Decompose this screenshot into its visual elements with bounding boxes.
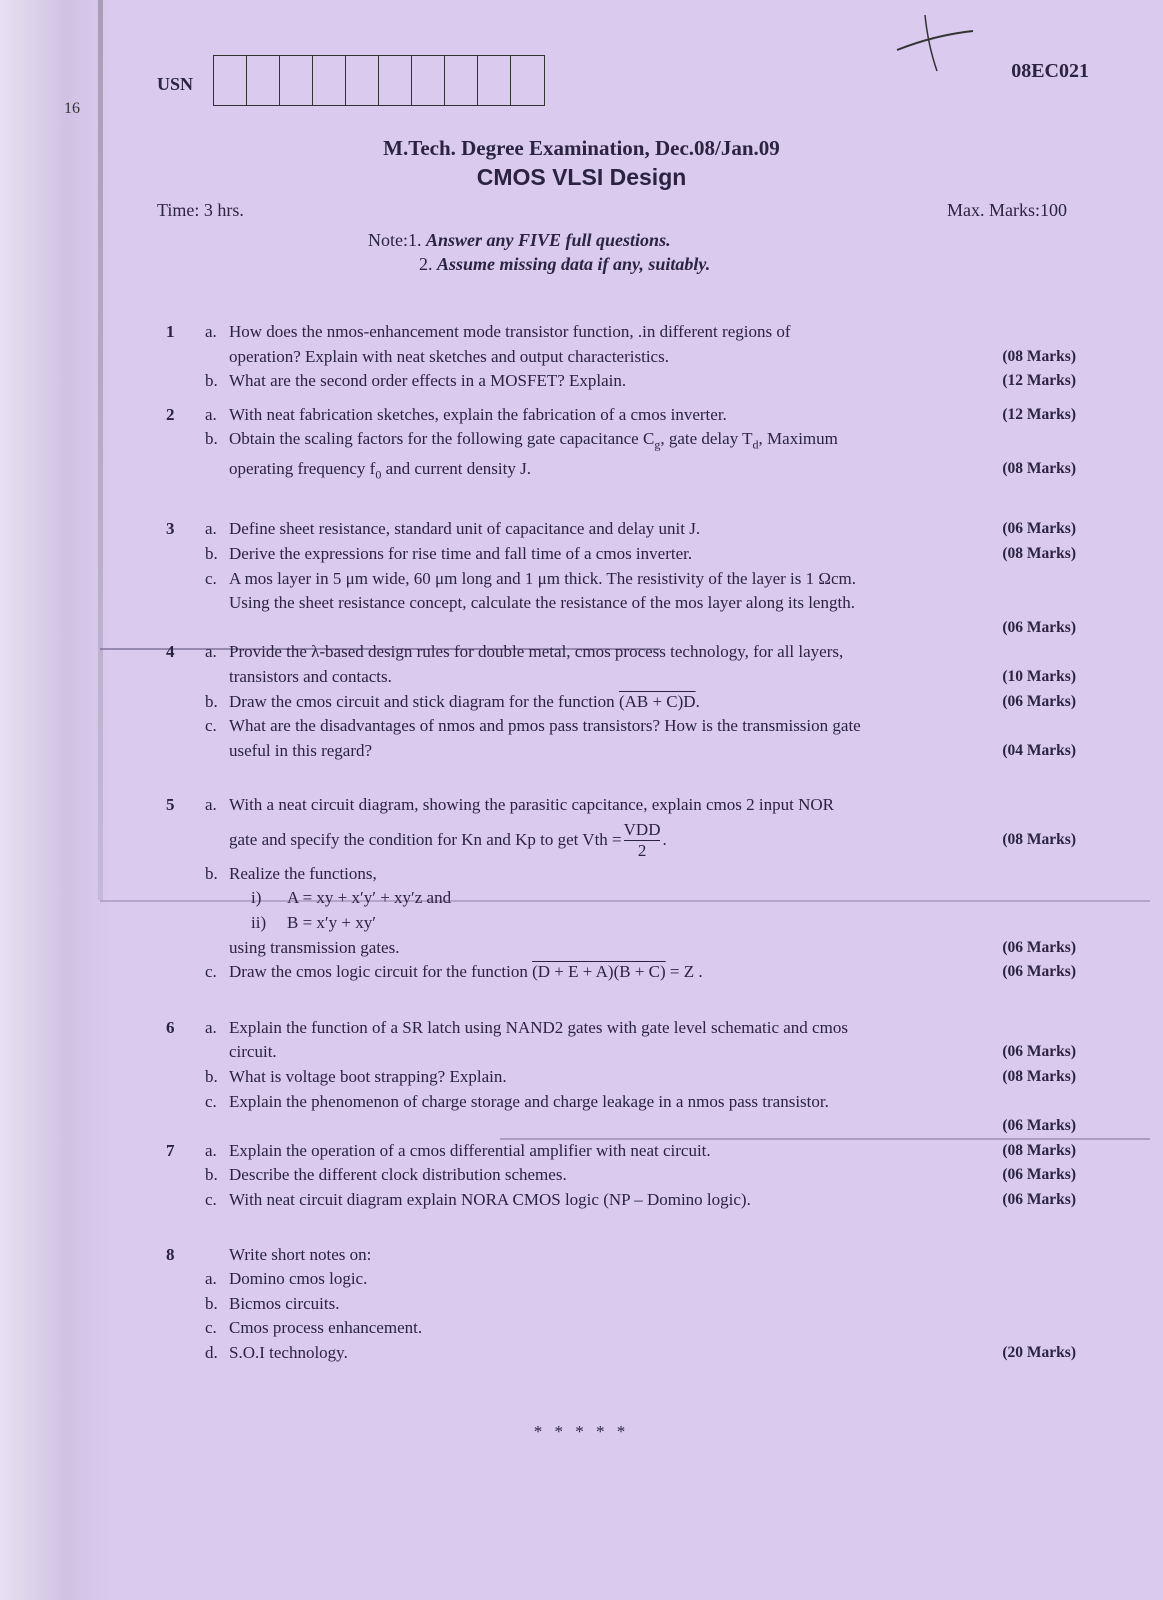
marks: (06 Marks) xyxy=(1002,1191,1076,1208)
question-line xyxy=(160,403,1076,428)
question-line xyxy=(160,793,1076,818)
part-label xyxy=(205,591,229,616)
question-number xyxy=(160,1090,205,1115)
question-number xyxy=(160,457,205,487)
text-segment: Draw the cmos circuit and stick diagram for the function xyxy=(229,691,619,711)
marks xyxy=(966,862,1076,887)
question-number xyxy=(160,960,205,985)
marks xyxy=(966,911,1076,936)
question-number xyxy=(160,886,205,911)
note-2-prefix: 2. xyxy=(419,254,433,274)
text-segment: . xyxy=(695,691,700,711)
text-segment: Derive the expressions for rise time and fall time of a cmos inverter. xyxy=(229,543,693,563)
part-label: b. xyxy=(205,1165,218,1185)
question-line xyxy=(160,1316,1076,1341)
subscript: d xyxy=(752,437,759,452)
text-segment: Cmos process enhancement. xyxy=(229,1318,423,1338)
question-line xyxy=(160,936,1076,961)
marks: (12 Marks) xyxy=(1002,372,1076,390)
exam-title: M.Tech. Degree Examination, Dec.08/Jan.09 xyxy=(383,136,780,160)
question-number: 7 xyxy=(166,1140,175,1160)
text-segment: Realize the functions, xyxy=(229,863,377,883)
question-text xyxy=(229,1188,966,1213)
text-segment: B = x′y + xy′ xyxy=(287,913,376,933)
marks: (06 Marks) xyxy=(1002,963,1076,981)
question-number xyxy=(160,739,205,764)
text-segment: = Z . xyxy=(665,962,703,982)
part-label xyxy=(205,665,229,690)
subject-title: CMOS VLSI Design xyxy=(476,164,687,190)
part-label xyxy=(205,1114,229,1139)
question-line xyxy=(160,739,1076,764)
part-label: a. xyxy=(205,404,217,424)
question-line xyxy=(160,690,1076,715)
usn-box xyxy=(247,56,280,105)
part-label xyxy=(205,739,229,764)
exam-duration: Time: 3 hrs. xyxy=(157,200,244,220)
text-segment: What is voltage boot strapping? Explain. xyxy=(229,1067,507,1087)
question-number xyxy=(160,427,205,457)
note-1: Answer any FIVE full questions. xyxy=(426,230,671,250)
question-number xyxy=(160,936,205,961)
question-text xyxy=(229,1163,966,1188)
question-line xyxy=(160,1243,1076,1268)
question xyxy=(160,1016,1076,1139)
text-segment: Explain the operation of a cmos differential amplifier with neat circuit. xyxy=(229,1140,711,1160)
question-line xyxy=(160,1065,1076,1090)
margin-page-number: 16 xyxy=(64,100,80,117)
question-text xyxy=(229,665,966,690)
overlined-expression: (AB + C)D xyxy=(618,691,696,711)
question-text xyxy=(229,427,966,457)
part-label: c. xyxy=(205,1091,217,1111)
numerator: VDD xyxy=(623,820,661,840)
question-text xyxy=(229,1341,966,1366)
marks: (04 Marks) xyxy=(1002,741,1076,759)
marks xyxy=(966,640,1076,665)
part-label xyxy=(205,1243,229,1268)
part-label: a. xyxy=(205,322,217,341)
question-number xyxy=(160,1163,205,1188)
part-label: b. xyxy=(205,371,218,391)
question-text xyxy=(229,1090,966,1115)
part-label: a. xyxy=(205,642,217,662)
instructions-note xyxy=(368,228,710,276)
question-text xyxy=(229,457,966,487)
question-number xyxy=(160,862,205,887)
text-segment: using transmission gates. xyxy=(229,937,400,957)
marks: (06 Marks) xyxy=(1002,520,1076,538)
subscript: 0 xyxy=(375,467,382,482)
text-segment: With neat fabrication sketches, explain the fabrication of a cmos inverter. xyxy=(229,404,727,424)
part-label xyxy=(205,1040,229,1065)
part-label xyxy=(205,936,229,961)
question-text xyxy=(229,739,966,764)
question-number: 2 xyxy=(166,404,175,424)
question xyxy=(160,517,1076,640)
text-segment: and current density J. xyxy=(381,459,531,479)
question-number: 3 xyxy=(166,519,175,539)
part-label xyxy=(205,616,229,641)
part-label: b. xyxy=(205,429,218,449)
part-label: a. xyxy=(205,1269,217,1289)
marks xyxy=(966,567,1076,592)
denominator: 2 xyxy=(637,841,647,861)
question-line xyxy=(160,818,1076,862)
question-list xyxy=(160,320,1076,1366)
question xyxy=(160,793,1076,985)
marks xyxy=(966,1090,1076,1115)
marks xyxy=(966,427,1076,457)
text-segment: . xyxy=(662,829,667,849)
question-line xyxy=(160,542,1076,567)
question-text xyxy=(229,1065,966,1090)
question-text xyxy=(229,369,966,394)
question-line xyxy=(160,1139,1076,1164)
question-line xyxy=(160,591,1076,616)
marks: (08 Marks) xyxy=(1002,544,1076,562)
text-segment: circuit. xyxy=(229,1042,277,1062)
usn-box xyxy=(412,56,445,105)
max-marks: Max. Marks:100 xyxy=(947,200,1067,220)
marks xyxy=(966,1243,1076,1268)
question-text xyxy=(229,714,966,739)
question-number xyxy=(160,1188,205,1213)
text-segment: Explain the function of a SR latch using NAND2 gates with gate level schematic and cmos xyxy=(229,1017,848,1037)
part-label: b. xyxy=(205,1067,218,1087)
usn-input-boxes xyxy=(213,55,545,106)
marks: (06 Marks) xyxy=(1002,692,1076,710)
text-segment: Define sheet resistance, standard unit of capacitance and delay unit J. xyxy=(229,519,701,539)
question-text xyxy=(229,690,966,715)
marks xyxy=(966,1016,1076,1041)
question-number: 8 xyxy=(166,1244,175,1264)
question-line xyxy=(160,345,1076,370)
question-line xyxy=(160,1114,1076,1139)
text-segment: Obtain the scaling factors for the following gate capacitance C xyxy=(229,429,655,449)
question-number xyxy=(160,369,205,394)
question-text xyxy=(229,1292,966,1317)
question-line xyxy=(160,369,1076,394)
note-prefix: Note:1. xyxy=(368,230,422,250)
usn-box xyxy=(379,56,412,105)
text-segment: S.O.I technology. xyxy=(229,1342,348,1362)
paper-code: 08EC021 xyxy=(1011,60,1089,82)
question-line xyxy=(160,911,1076,936)
marks: (06 Marks) xyxy=(1002,938,1076,956)
text-segment: What are the second order effects in a MOSFET? Explain. xyxy=(229,371,627,391)
question-number xyxy=(160,714,205,739)
overlined-expression: (D + E + A)(B + C) xyxy=(532,962,666,982)
question-text xyxy=(229,640,966,665)
text-segment: With neat circuit diagram explain NORA CMOS logic (NP – Domino logic). xyxy=(229,1190,751,1209)
marks: (10 Marks) xyxy=(1002,667,1076,685)
question-line xyxy=(160,616,1076,641)
question-line xyxy=(160,1292,1076,1317)
question-number xyxy=(160,1341,205,1366)
marks xyxy=(966,1267,1076,1292)
part-label: a. xyxy=(205,795,217,815)
usn-box xyxy=(346,56,379,105)
text-segment: useful in this regard? xyxy=(229,740,373,760)
question-line xyxy=(160,886,1076,911)
question-line xyxy=(160,1267,1076,1292)
question-text xyxy=(229,517,966,542)
question-line xyxy=(160,862,1076,887)
usn-box xyxy=(511,56,544,105)
text-segment: Describe the different clock distribution schemes. xyxy=(229,1165,567,1185)
question-line xyxy=(160,567,1076,592)
roman-numeral: ii) xyxy=(251,913,267,933)
part-label xyxy=(205,345,229,370)
question-text xyxy=(229,403,966,428)
usn-label: USN xyxy=(157,74,194,94)
question-text xyxy=(229,818,966,862)
question-text xyxy=(229,960,966,985)
question xyxy=(160,640,1076,763)
text-segment: Explain the phenomenon of charge storage and charge leakage in a nmos pass transistor. xyxy=(229,1091,829,1111)
question xyxy=(160,1139,1076,1213)
question-line xyxy=(160,714,1076,739)
question-text xyxy=(229,886,966,911)
question-text xyxy=(229,936,966,961)
subscript: g xyxy=(654,437,661,452)
part-label: b. xyxy=(205,863,218,883)
marks xyxy=(966,1316,1076,1341)
marks: (08 Marks) xyxy=(1002,1141,1076,1159)
question-text xyxy=(229,1016,966,1041)
marks: (08 Marks) xyxy=(1002,1068,1076,1086)
usn-box xyxy=(478,56,511,105)
text-segment: How does the nmos-enhancement mode transistor function, .in different regions of xyxy=(229,322,791,341)
text-segment: Domino cmos logic. xyxy=(229,1269,368,1289)
question-number xyxy=(160,616,205,641)
part-label: c. xyxy=(205,568,217,588)
part-label: a. xyxy=(205,1140,217,1160)
question-text xyxy=(229,911,966,936)
marks xyxy=(966,793,1076,818)
marks: (08 Marks) xyxy=(1002,347,1076,365)
part-label: c. xyxy=(205,1318,217,1338)
text-segment: Draw the cmos logic circuit for the function xyxy=(229,962,533,982)
text-segment: A = xy + x′y′ + xy′z and xyxy=(287,888,452,908)
marks xyxy=(966,886,1076,911)
part-label xyxy=(205,818,229,862)
question-number xyxy=(160,345,205,370)
marks: (08 Marks) xyxy=(1002,460,1076,478)
question-number xyxy=(160,591,205,616)
question xyxy=(160,1243,1076,1366)
fraction xyxy=(624,820,661,861)
text-segment: , Maximum xyxy=(758,429,838,449)
question-line xyxy=(160,517,1076,542)
marks: (06 Marks) xyxy=(1002,618,1076,636)
marks xyxy=(966,1292,1076,1317)
question-line xyxy=(160,1341,1076,1366)
part-label: c. xyxy=(205,1190,217,1209)
question-line xyxy=(160,1163,1076,1188)
scan-binding-edge xyxy=(0,0,110,1600)
question-line xyxy=(160,457,1076,487)
text-segment: With a neat circuit diagram, showing the parasitic capcitance, explain cmos 2 input NOR xyxy=(229,795,834,815)
marks: (06 Marks) xyxy=(1002,1166,1076,1184)
question xyxy=(160,320,1076,394)
text-segment: , gate delay T xyxy=(660,429,753,449)
question-text xyxy=(229,862,966,887)
usn-box xyxy=(445,56,478,105)
question-number xyxy=(160,1114,205,1139)
handwritten-tick-mark xyxy=(895,15,975,75)
part-label: c. xyxy=(205,962,217,982)
marks: (06 Marks) xyxy=(1002,1117,1076,1135)
question-line xyxy=(160,1188,1076,1213)
question-text xyxy=(229,542,966,567)
part-label xyxy=(205,457,229,487)
part-label: a. xyxy=(205,519,217,539)
scan-shadow xyxy=(98,0,103,900)
marks xyxy=(966,714,1076,739)
text-segment: gate and specify the condition for Kn and Kp to get Vth = xyxy=(229,829,622,849)
question-text xyxy=(229,616,966,641)
question-line xyxy=(160,427,1076,457)
question-number: 4 xyxy=(166,642,175,662)
question-number xyxy=(160,911,205,936)
part-label: b. xyxy=(205,543,218,563)
question-text xyxy=(229,1139,966,1164)
question-text xyxy=(229,567,966,592)
question-number: 6 xyxy=(166,1017,175,1037)
text-segment: Provide the λ-based design rules for double metal, cmos process technology, for all layers, xyxy=(229,642,844,662)
question-line xyxy=(160,640,1076,665)
question-line xyxy=(160,960,1076,985)
usn-box xyxy=(313,56,346,105)
roman-numeral: i) xyxy=(251,888,262,908)
question-line xyxy=(160,665,1076,690)
question-line xyxy=(160,1016,1076,1041)
question-number xyxy=(160,818,205,862)
text-segment: operating frequency f xyxy=(229,459,376,479)
marks: (06 Marks) xyxy=(1002,1043,1076,1061)
question-text xyxy=(229,1267,966,1292)
question-number xyxy=(160,690,205,715)
question-intro: Write short notes on: xyxy=(229,1244,372,1264)
marks xyxy=(966,320,1076,345)
text-segment: Bicmos circuits. xyxy=(229,1293,340,1313)
part-label xyxy=(205,886,229,911)
question-number xyxy=(160,665,205,690)
question-text xyxy=(229,1114,966,1139)
question-text xyxy=(229,1040,966,1065)
question-number xyxy=(160,1316,205,1341)
part-label xyxy=(205,911,229,936)
question-line xyxy=(160,320,1076,345)
usn-box xyxy=(214,56,247,105)
text-segment: Using the sheet resistance concept, calculate the resistance of the mos layer along its length. xyxy=(229,593,855,613)
marks: (12 Marks) xyxy=(1002,405,1076,423)
question-number xyxy=(160,542,205,567)
text-segment: transistors and contacts. xyxy=(229,666,392,686)
usn-box xyxy=(280,56,313,105)
marks: (08 Marks) xyxy=(1002,830,1076,848)
question-line xyxy=(160,1040,1076,1065)
question-number xyxy=(160,1292,205,1317)
marks xyxy=(966,591,1076,616)
part-label: a. xyxy=(205,1017,217,1037)
text-segment: What are the disadvantages of nmos and pmos pass transistors? How is the transmission gate xyxy=(229,716,861,736)
question-text xyxy=(229,591,966,616)
question-text xyxy=(229,345,966,370)
part-label: b. xyxy=(205,691,218,711)
part-label: b. xyxy=(205,1293,218,1313)
question-number: 5 xyxy=(166,795,175,815)
question-text xyxy=(229,320,966,345)
question-line xyxy=(160,1090,1076,1115)
question xyxy=(160,403,1076,488)
marks: (20 Marks) xyxy=(1002,1343,1076,1361)
end-marker: * * * * * xyxy=(533,1422,630,1441)
question-text xyxy=(229,793,966,818)
question-text xyxy=(229,1316,966,1341)
question-number: 1 xyxy=(166,322,175,341)
question-number xyxy=(160,1065,205,1090)
question-number xyxy=(160,1267,205,1292)
part-label: c. xyxy=(205,716,217,736)
note-2: Assume missing data if any, suitably. xyxy=(437,254,711,274)
text-segment: operation? Explain with neat sketches and output characteristics. xyxy=(229,346,669,366)
question-number xyxy=(160,1040,205,1065)
text-segment: A mos layer in 5 μm wide, 60 μm long and 1 μm thick. The resistivity of the layer is 1 Ωcm. xyxy=(229,568,857,588)
part-label: d. xyxy=(205,1342,218,1362)
question-number xyxy=(160,567,205,592)
